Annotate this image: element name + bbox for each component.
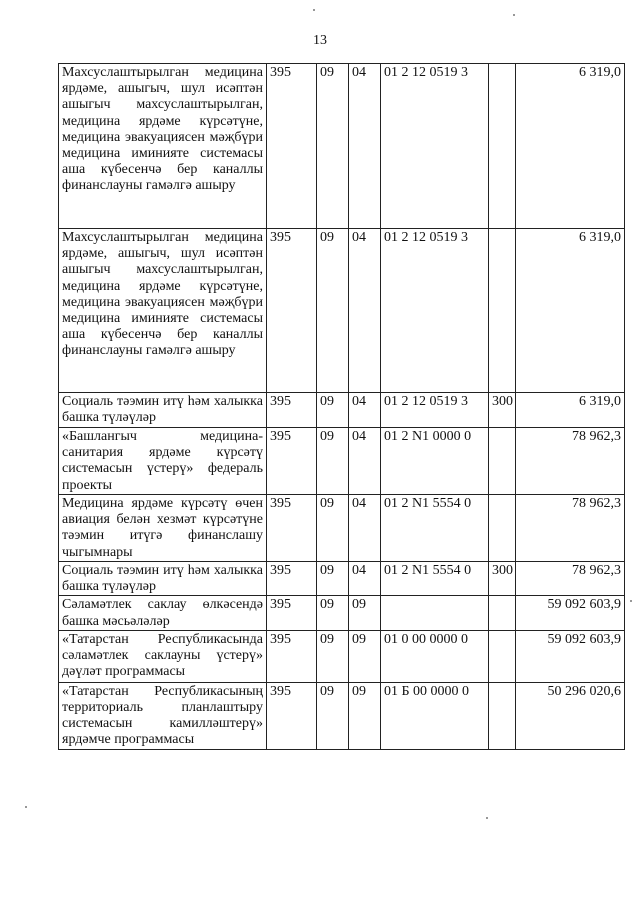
table-row (59, 596, 625, 630)
row-name: Медицина ярдәме күрсәтү өчен авиация белән хезмәт күрсәтүне тәэмин итүгә финанслашу чыгымнары (59, 495, 267, 562)
row-ministry: 395 (267, 682, 317, 749)
row-subsection: 04 (349, 229, 381, 393)
row-subsection: 09 (349, 630, 381, 682)
table-row (59, 428, 625, 495)
row-expense (489, 630, 516, 682)
row-section: 09 (317, 64, 349, 229)
row-target: 01 0 00 0000 0 (381, 630, 489, 682)
row-section: 09 (317, 682, 349, 749)
row-subsection: 04 (349, 495, 381, 562)
table-row (59, 562, 625, 596)
row-ministry: 395 (267, 562, 317, 596)
row-section: 09 (317, 596, 349, 630)
scan-speck (513, 14, 515, 16)
row-amount: 6 319,0 (516, 229, 625, 393)
scan-speck (313, 9, 315, 11)
row-expense (489, 229, 516, 393)
row-amount: 59 092 603,9 (516, 630, 625, 682)
row-expense (489, 64, 516, 229)
row-amount: 59 092 603,9 (516, 596, 625, 630)
row-expense (489, 596, 516, 630)
table-row (59, 630, 625, 682)
row-name: Социаль тәэмин итү һәм халыкка башка түләүләр (59, 562, 267, 596)
row-name: Сәламәтлек саклау өлкәсендә башка мәсьәләләр (59, 596, 267, 630)
row-ministry: 395 (267, 229, 317, 393)
page-number: 13 (313, 33, 327, 48)
row-name: «Татарстан Республикасының территориаль планлаштыру системасын камилләштерү» ярдәмче программасы (59, 682, 267, 749)
row-section: 09 (317, 393, 349, 428)
row-amount: 6 319,0 (516, 64, 625, 229)
row-target: 01 Б 00 0000 0 (381, 682, 489, 749)
row-target: 01 2 N1 5554 0 (381, 562, 489, 596)
row-amount: 50 296 020,6 (516, 682, 625, 749)
row-ministry: 395 (267, 393, 317, 428)
row-subsection: 04 (349, 428, 381, 495)
row-subsection: 09 (349, 596, 381, 630)
budget-table (58, 63, 625, 750)
row-section: 09 (317, 562, 349, 596)
table-row (59, 682, 625, 749)
scan-speck (25, 806, 27, 808)
scan-speck (630, 600, 632, 602)
row-ministry: 395 (267, 630, 317, 682)
row-name: Социаль тәэмин итү һәм халыкка башка түләүләр (59, 393, 267, 428)
row-amount: 78 962,3 (516, 495, 625, 562)
row-expense: 300 (489, 393, 516, 428)
row-target: 01 2 N1 5554 0 (381, 495, 489, 562)
row-name: Махсуслаштырылган медицина ярдәме, ашыгыч, шул исәптән ашыгыч махсуслаштырылган, медицина ярдәме күрсәтүне, медицина эвакуациясен мәҗбүри медицина иминияте системасы аша күбесенчә бер каналлы финанслауны гамәлгә ашыру (59, 64, 267, 229)
table-row (59, 64, 625, 229)
row-section: 09 (317, 495, 349, 562)
row-target (381, 596, 489, 630)
row-subsection: 04 (349, 64, 381, 229)
row-expense: 300 (489, 562, 516, 596)
row-section: 09 (317, 630, 349, 682)
row-subsection: 04 (349, 562, 381, 596)
table-row (59, 393, 625, 428)
row-expense (489, 428, 516, 495)
row-name: «Башлангыч медицина-санитария ярдәме күрсәтү системасын үстерү» федераль проекты (59, 428, 267, 495)
row-name: Махсуслаштырылган медицина ярдәме, ашыгыч, шул исәптән ашыгыч махсуслаштырылган, медицина ярдәме күрсәтүне, медицина эвакуациясен мәҗбүри медицина иминияте системасы аша күбесенчә бер каналлы финанслауны гамәлгә ашыру (59, 229, 267, 393)
row-amount: 78 962,3 (516, 428, 625, 495)
row-expense (489, 495, 516, 562)
row-section: 09 (317, 428, 349, 495)
row-ministry: 395 (267, 64, 317, 229)
row-amount: 78 962,3 (516, 562, 625, 596)
table-row (59, 229, 625, 393)
row-ministry: 395 (267, 596, 317, 630)
row-section: 09 (317, 229, 349, 393)
row-subsection: 04 (349, 393, 381, 428)
scan-speck (486, 817, 488, 819)
row-subsection: 09 (349, 682, 381, 749)
row-target: 01 2 12 0519 3 (381, 229, 489, 393)
row-ministry: 395 (267, 428, 317, 495)
row-target: 01 2 N1 0000 0 (381, 428, 489, 495)
row-name: «Татарстан Республикасында сәламәтлек саклауны үстерү» дәүләт программасы (59, 630, 267, 682)
table-row (59, 495, 625, 562)
row-target: 01 2 12 0519 3 (381, 393, 489, 428)
row-target: 01 2 12 0519 3 (381, 64, 489, 229)
row-amount: 6 319,0 (516, 393, 625, 428)
row-expense (489, 682, 516, 749)
row-ministry: 395 (267, 495, 317, 562)
